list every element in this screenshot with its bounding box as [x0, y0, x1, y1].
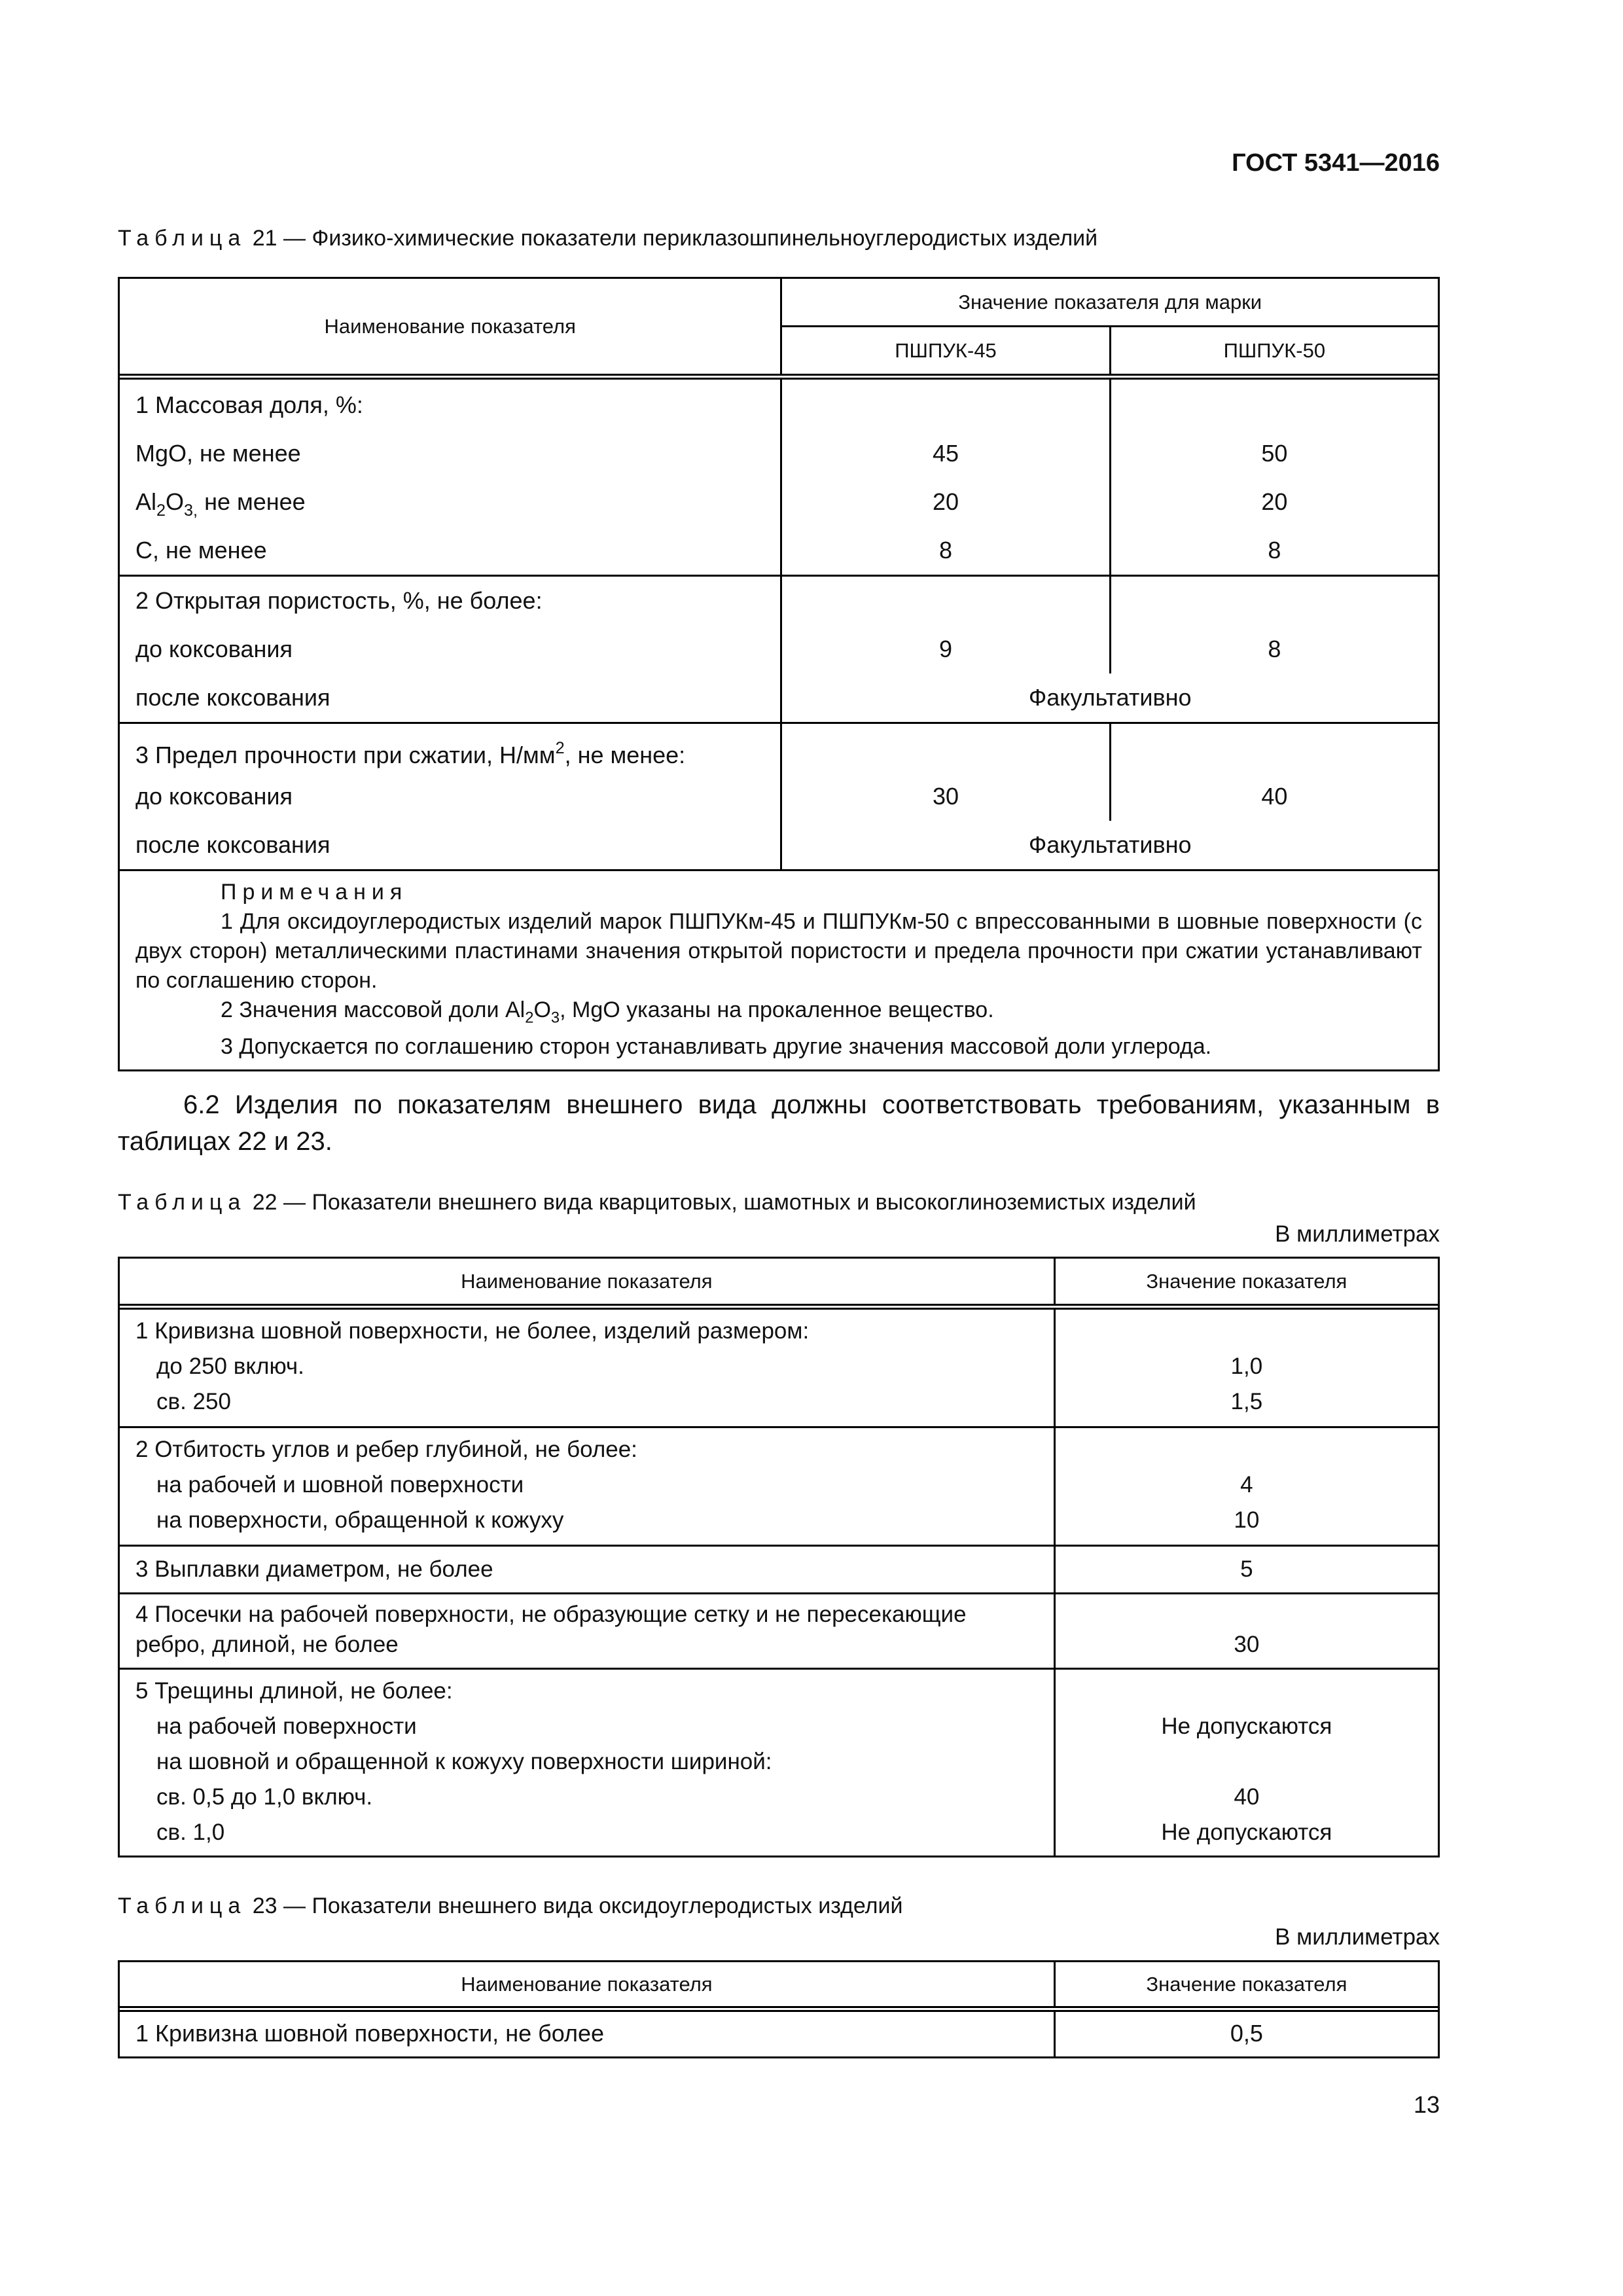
table-21: [118, 277, 1440, 1071]
table22-row4: [119, 1594, 1439, 1669]
table21-notes: [119, 870, 1439, 1071]
table21-s1-r3-v2: 8: [1268, 537, 1281, 564]
table21-s1-r2-v2: 20: [1261, 488, 1288, 515]
table22-r2-title: 2 Отбитость углов и ребер глубиной, не более:: [135, 1437, 637, 1462]
table21-s1-r1-label: MgO, не менее: [135, 440, 301, 467]
table22-r5-b: на шовной и обращенной к кожуху поверхности шириной:: [156, 1749, 772, 1774]
table22-r1-a-value: 1,0: [1230, 1354, 1263, 1379]
document-header: ГОСТ 5341—2016: [1232, 149, 1440, 177]
table23-r1-title: 1 Кривизна шовной поверхности, не более: [135, 2020, 604, 2047]
paragraph-6-2: 6.2 Изделия по показателям внешнего вида должны соответствовать требованиям, указанным в таблицах 22 и 23.: [118, 1090, 1440, 1156]
table21-s1-r1-v1: 45: [933, 440, 959, 467]
table-22: [118, 1257, 1440, 1857]
table22-r5-c-value: 40: [1234, 1784, 1260, 1810]
table22-caption-text: 22 — Показатели внешнего вида кварцитовых, шамотных и высокоглиноземистых изделий: [252, 1190, 1196, 1215]
table22-col-name: Наименование показателя: [119, 1258, 1055, 1305]
table22-r2-b: на поверхности, обращенной к кожуху: [156, 1507, 564, 1533]
table22-r2-a-value: 4: [1240, 1472, 1253, 1498]
table21-caption: [118, 226, 1097, 251]
table21-col-value-group: Значение показателя для марки: [781, 278, 1439, 327]
page-number: 13: [1413, 2091, 1440, 2118]
table21-s2-r2-label: после коксования: [135, 684, 330, 711]
table21-s2-r1-label: до коксования: [135, 636, 293, 662]
table22-r5-a: на рабочей поверхности: [156, 1713, 417, 1739]
table21-caption-text: 21 — Физико-химические показатели периклазошпинельноуглеродистых изделий: [252, 226, 1098, 251]
table21-s3-r2-value: Факультативно: [1028, 831, 1192, 858]
table23-caption-prefix: Таблица: [118, 1893, 247, 1918]
table22-r1-a: до 250 включ.: [156, 1354, 304, 1379]
table23-caption: [118, 1893, 903, 1919]
table21-s3-r1-v1: 30: [933, 783, 959, 810]
table21-s1-r3-v1: 8: [939, 537, 953, 564]
table23-col-name: Наименование показателя: [119, 1962, 1055, 2007]
table22-row3: [119, 1546, 1439, 1594]
table22-r5-d: св. 1,0: [156, 1820, 225, 1845]
table22-caption: [118, 1190, 1196, 1215]
table22-r2-b-value: 10: [1234, 1507, 1260, 1533]
table22-row5: [119, 1669, 1439, 1857]
table21-col-name: Наименование показателя: [119, 278, 781, 375]
table21-section1: [119, 379, 1439, 576]
table22-r3-value: 5: [1240, 1556, 1253, 1582]
table22-r5-c: св. 0,5 до 1,0 включ.: [156, 1784, 373, 1810]
table22-unit: В миллиметрах: [1275, 1221, 1440, 1247]
table21-s2-r1-v2: 8: [1268, 636, 1281, 662]
table22-col-value: Значение показателя: [1054, 1258, 1438, 1305]
table21-caption-prefix: Таблица: [118, 226, 247, 251]
table22-row2: [119, 1427, 1439, 1546]
table21-s3-title: 3 Предел прочности при сжатии, $Н/мм^2$, не менее:: [135, 739, 686, 769]
table21-s1-r2-label: $Al_2O_{3,}$ не менее: [135, 488, 306, 520]
table21-s1-title: 1 Массовая доля, %:: [135, 391, 363, 418]
table21-s2-r2-value: Факультативно: [1028, 684, 1192, 711]
table22-r1-title: 1 Кривизна шовной поверхности, не более, изделий размером:: [135, 1318, 810, 1344]
table22-r3-title: 3 Выплавки диаметром, не более: [135, 1556, 493, 1582]
table23-col-value: Значение показателя: [1054, 1962, 1438, 2007]
table21-note1: 1 Для оксидоуглеродистых изделий марок ПШПУКм-45 и ПШПУКм-50 с впрессованными в шовные поверхности (с двух сторон) металлическими пластинами значения открытой пористости и предела прочности при сжатии устанавливают по соглашению сторон.: [135, 909, 1422, 993]
table23-r1-value: 0,5: [1230, 2020, 1263, 2047]
table21-s1-r3-label: С, не менее: [135, 537, 267, 564]
table21-notes-title: Примечания: [221, 880, 408, 905]
table21-section2: [119, 576, 1439, 674]
table22-r5-d-value: Не допускаются: [1161, 1820, 1332, 1845]
table21-s3-r1-label: до коксования: [135, 783, 293, 810]
table22-r4-title: 4 Посечки на рабочей поверхности, не образующие сетку и не пересекающие ребро, длиной, не более: [119, 1594, 1055, 1669]
table21-s3-r1-v2: 40: [1261, 783, 1288, 810]
table21-s1-r2-v1: 20: [933, 488, 959, 515]
table22-r5-a-value: Не допускаются: [1161, 1713, 1332, 1739]
table22-r4-value: 30: [1234, 1632, 1260, 1657]
table23-caption-text: 23 — Показатели внешнего вида оксидоуглеродистых изделий: [252, 1893, 903, 1918]
table21-col-mark1: ПШПУК-45: [781, 327, 1110, 375]
table21-section3: [119, 723, 1439, 821]
table23-unit: В миллиметрах: [1275, 1924, 1440, 1950]
table21-s1-r1-v2: 50: [1261, 440, 1288, 467]
table23-row1: [119, 2011, 1439, 2058]
table21-col-mark2: ПШПУК-50: [1110, 327, 1438, 375]
table22-r1-b: св. 250: [156, 1389, 231, 1414]
table22-r5-title: 5 Трещины длиной, не более:: [135, 1678, 453, 1704]
table22-r1-b-value: 1,5: [1230, 1389, 1263, 1414]
table21-s2-r1-v1: 9: [939, 636, 953, 662]
table22-caption-prefix: Таблица: [118, 1190, 247, 1215]
table21-note2: 2 Значения массовой доли $Al_2O_3$, MgO указаны на прокаленное вещество.: [221, 997, 994, 1027]
table21-note3: 3 Допускается по соглашению сторон устанавливать другие значения массовой доли углерода.: [221, 1034, 1212, 1060]
table22-r2-a: на рабочей и шовной поверхности: [156, 1472, 524, 1498]
table22-row1: [119, 1309, 1439, 1427]
table21-s2-title: 2 Открытая пористость, %, не более:: [135, 587, 543, 614]
table-23: [118, 1960, 1440, 2058]
table21-s3-r2-label: после коксования: [135, 831, 330, 858]
